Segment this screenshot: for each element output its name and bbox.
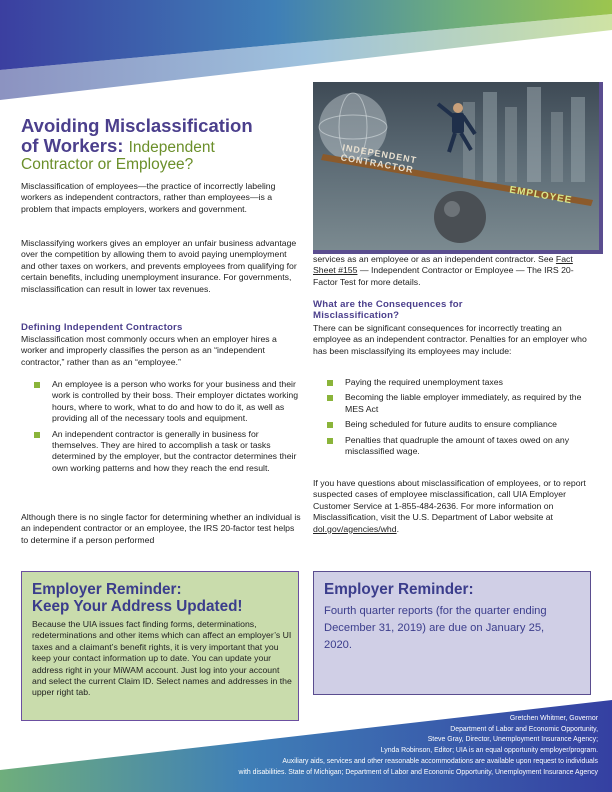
page-title-line2-sub: Independent [128,139,215,156]
continued-paragraph [313,254,595,288]
hero-word-contractor: INDEPENDENT CONTRACTOR [339,142,418,175]
quarterly-reminder-box [313,571,591,695]
address-reminder-heading-line1: Employer Reminder: [32,581,182,598]
footer-text [238,714,598,778]
fact-sheet-link[interactable]: Fact Sheet #155 [313,254,573,276]
intro-paragraph-1: Misclassification of employees—the practice of incorrectly labeling workers as independent contractors, rather than employees—is a problem that impacts employers, workers and government. [21,181,276,214]
footer-line: Auxiliary aids, services and other reasonable accommodations are available upon request to individuals [282,757,598,765]
list-item [325,392,587,415]
list-item-text: Paying the required unemployment taxes [345,377,503,387]
list-item-text: Becoming the liable employer immediately, as required by the MES Act [345,392,582,414]
quarterly-reminder-heading: Employer Reminder: [324,581,474,598]
contact-paragraph [313,478,595,535]
hero-illustration [313,82,603,254]
quarterly-reminder-text: Fourth quarter reports (for the quarter ending December 31, 2019) are due on January 25, 2020. [324,605,547,651]
hero-word-employee: EMPLOYEE [508,184,574,207]
page-title-line2 [21,136,215,158]
list-item-text: An employee is a person who works for your business and their work is controlled by their boss. Their employer dictates working hours, where to work, what to do and how to do it, as well as providing all of the necessary tools and equipment. [52,379,299,424]
page-title-line1: Avoiding Misclassification [21,115,253,136]
consequences-paragraph: There can be significant consequences for incorrectly treating an employee as an independent contractor. Penalties for an employer who has been misclassifying its employees may include: [313,323,587,356]
address-reminder-heading-line2: Keep Your Address Updated! [32,598,243,615]
bullet-square-icon [327,438,333,444]
bullet-square-icon [327,395,333,401]
bullet-square-icon [327,422,333,428]
list-item [325,377,587,388]
contact-text-end: . [396,523,399,534]
defining-bullet-list [32,379,300,478]
bullet-square-icon [327,380,333,386]
dol-website-link[interactable]: dol.gov/agencies/whd [313,523,397,534]
consequences-heading: What are the Consequences for Misclassification? [313,299,463,321]
list-item [325,435,587,458]
list-item [32,379,300,425]
list-item-text: Being scheduled for future audits to ensure compliance [345,419,558,430]
intro-paragraph-2: Misclassifying workers gives an employer an unfair business advantage over the competition by allowing them to avoid paying unemployment and other taxes on workers, and prevents employees from qualifying for certain benefits, including unemployment insurance. For governments, misclassification can result in lower tax revenues. [21,238,297,294]
list-item-text: An independent contractor is generally in business for themselves. They are hired to accomplish a task or tasks determined by the employer, but the contractor determines their own working patterns and how they reach the end result. [52,428,297,473]
bullet-square-icon [34,382,40,388]
footer-band [0,700,612,792]
consequences-bullet-list [325,377,587,461]
list-item [325,419,587,430]
address-reminder-box [21,571,299,721]
footer-line: Department of Labor and Economic Opportunity, [450,725,598,733]
bullet-square-icon [34,432,40,438]
footer-line: with disabilities. State of Michigan; Department of Labor and Economic Opportunity, Unemployment Insurance Agency [238,768,598,776]
list-item [32,429,300,475]
defining-paragraph: Misclassification most commonly occurs when an employer hires a worker and improperly classifies the person as an “independent contractor,” rather than as an “employee.” [21,334,277,367]
page-title-line2-main: of Workers: [21,135,124,156]
defining-heading: Defining Independent Contractors [21,322,183,333]
list-item-text: Penalties that quadruple the amount of taxes owed on any misclassified wage. [345,434,570,457]
footer-line: Gretchen Whitmer, Governor [509,715,598,722]
contact-text: If you have questions about misclassification of employees, or to report suspected cases of employee misclassification, call UIA Employer Customer Service at 1-855-484-2636. For more information on Misclassification, visit the U.S. Department of Labor website at [313,478,586,523]
defining-closing-paragraph: Although there is no single factor for determining whether an individual is an independent contractor or an employee, the IRS 20-factor test helps to determine if a person performed [21,512,301,545]
continued-text-end: — Independent Contractor or Employee — The IRS 20-Factor Test for more details. [313,265,574,287]
address-reminder-text: Because the UIA issues fact finding forms, determinations, redeterminations and other items which can affect an employer’s UI taxes and a claimant’s benefit rights, it is very important that you keep your contact information up to date. You can update your address right in your MiWAM account. Just log into your account and select the current Claim ID. Select names and addresses in the upper right tab. [32,619,292,698]
page-title-line3: Contractor or Employee? [21,156,194,173]
continued-text-start: services as an employee or as an independent contractor. See [313,254,556,264]
footer-line: Steve Gray, Director, Unemployment Insurance Agency; [427,736,598,744]
footer-line: Lynda Robinson, Editor; UIA is an equal opportunity employer/program. [380,747,598,755]
